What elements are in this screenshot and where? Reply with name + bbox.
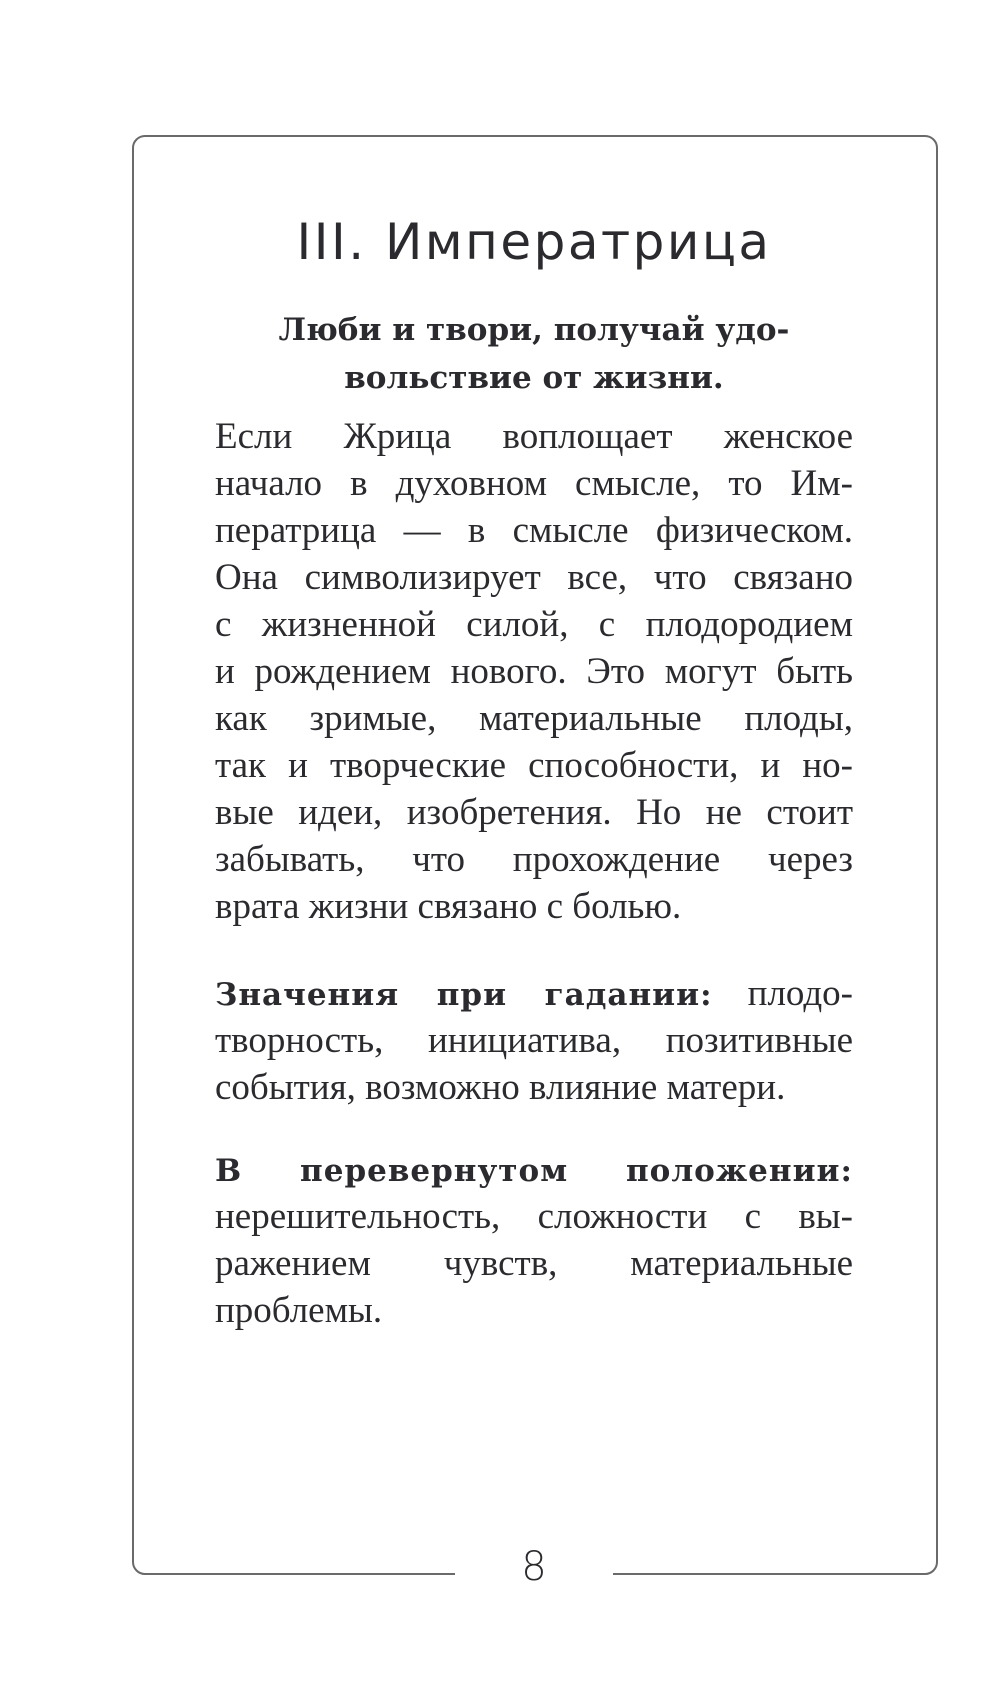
- description-line: с жизненной силой, с плодородием: [215, 604, 853, 645]
- card-title: III. Императрица: [296, 213, 772, 271]
- upright-line: события, возможно влияние матери.: [215, 1067, 786, 1108]
- description-line: Она символизирует все, что связано: [215, 557, 853, 598]
- reversed-line: ражением чувств, материальные: [215, 1243, 853, 1284]
- description-line: начало в духовном смысле, то Им-: [215, 463, 853, 504]
- description-paragraph: [215, 413, 853, 930]
- reversed-label: В перевернутом положении:: [215, 1153, 853, 1189]
- description-line: ператрица — в смысле физическом.: [215, 510, 853, 551]
- upright-label: Значения при гадании:: [215, 977, 713, 1013]
- upright-first-line-rest: плодо-: [747, 973, 854, 1014]
- description-line: Если Жрица воплощает женское: [215, 416, 853, 457]
- description-line: и рождением нового. Это могут быть: [215, 651, 853, 692]
- subtitle-line: вольствие от жизни.: [344, 360, 724, 396]
- card-subtitle: [215, 306, 853, 402]
- upright-line: творность, инициатива, позитивные: [215, 1020, 853, 1061]
- reversed-line: проблемы.: [215, 1290, 383, 1331]
- reversed-meaning-paragraph: [215, 1146, 853, 1334]
- description-line: вые идеи, изобретения. Но не стоит: [215, 792, 853, 833]
- reversed-label-line: [215, 1146, 853, 1193]
- subtitle-line: Люби и твори, получай удо-: [278, 312, 790, 348]
- upright-first-line: [215, 970, 853, 1017]
- reversed-line: нерешительность, сложности с вы-: [215, 1196, 853, 1237]
- description-line: забывать, что прохождение через: [215, 839, 853, 880]
- upright-meaning-paragraph: [215, 970, 853, 1111]
- description-line: врата жизни связано с болью.: [215, 886, 682, 927]
- description-line: так и творческие способности, и но-: [215, 745, 853, 786]
- page-number: 8: [521, 1544, 547, 1590]
- description-line: как зримые, материальные плоды,: [215, 698, 853, 739]
